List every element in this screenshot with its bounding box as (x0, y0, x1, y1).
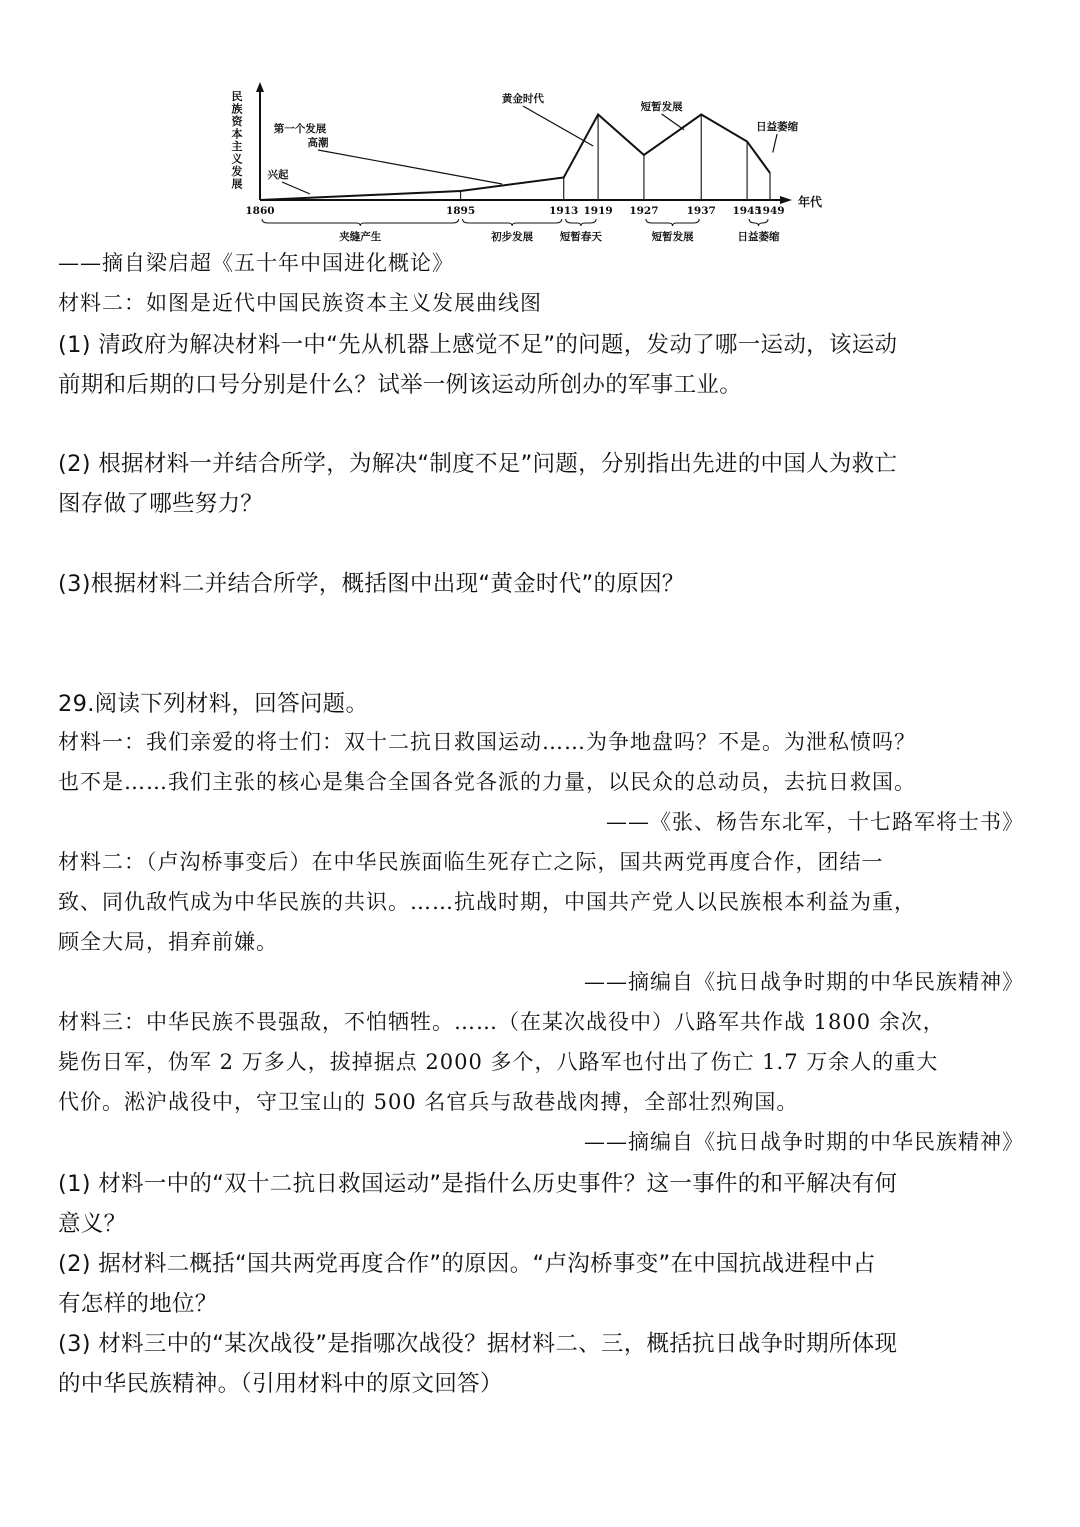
q29-material-2-line-1: 材料二：（卢沟桥事变后）在中华民族面临生死存亡之际，国共两党再度合作，团结一 (58, 850, 884, 874)
period-label-top: 第一个发展 (273, 123, 327, 135)
q29-material-2-line-3: 顾全大局，捐弃前嫌。 (58, 930, 278, 954)
y-axis-label-char: 民 (231, 90, 243, 103)
q29-question-2-line-1: (2) 据材料二概括“国共两党再度合作”的原因。“卢沟桥事变”在中国抗战进程中占 (58, 1251, 876, 1277)
period-label-top: 兴起 (267, 169, 289, 181)
period-brace (646, 219, 699, 226)
label-pointer (318, 150, 502, 184)
chart-svg (225, 80, 855, 245)
x-tick-label: 1860 (245, 205, 275, 217)
label-pointer (773, 134, 777, 153)
period-brace (566, 219, 596, 226)
period-label-top: 日益萎缩 (756, 121, 799, 133)
question-1-line-2: 前期和后期的口号分别是什么？试举一例该运动所创办的军事工业。 (58, 372, 743, 398)
label-pointer (523, 106, 593, 146)
period-label-bottom: 初步发展 (491, 231, 534, 243)
period-label-bottom: 日益萎缩 (737, 231, 780, 243)
period-label-bottom: 短暂发展 (651, 231, 694, 243)
period-label-top: 短暂发展 (640, 101, 683, 113)
q29-question-1-line-2: 意义？ (58, 1211, 127, 1237)
x-tick-label: 1949 (755, 205, 785, 217)
period-label-bottom: 短暂春天 (559, 231, 602, 243)
x-axis-label: 年代 (798, 195, 823, 209)
x-tick-label: 1927 (629, 205, 659, 217)
x-tick-label: 1895 (445, 205, 476, 217)
q29-material-3-line-1: 材料三：中华民族不畏强敌，不怕牺牲。……（在某次战役中）八路军共作战 1800 余次， (58, 1010, 945, 1034)
y-axis-label-char: 发 (231, 165, 243, 178)
q29-material-3-source: ——摘编自《抗日战争时期的中华民族精神》 (584, 1130, 1024, 1154)
q29-material-1-source: ——《张、杨告东北军，十七路军将士书》 (606, 810, 1024, 834)
q29-question-1-line-1: (1) 材料一中的“双十二抗日救国运动”是指什么历史事件？这一事件的和平解决有何 (58, 1171, 898, 1197)
y-axis-label-char: 主 (231, 140, 243, 153)
development-curve (260, 115, 770, 201)
y-axis-label-char: 资 (231, 115, 243, 128)
x-axis-arrow (780, 196, 792, 204)
period-label-bottom: 夹缝产生 (339, 231, 382, 243)
period-brace (463, 219, 562, 226)
source-liang-qichao: ——摘自梁启超《五十年中国进化概论》 (58, 251, 454, 275)
x-tick-label: 1937 (686, 205, 716, 217)
q29-material-1-line-2: 也不是……我们主张的核心是集合全国各党各派的力量，以民众的总动员，去抗日救国。 (58, 770, 916, 794)
x-tick-label: 1945 (732, 205, 762, 217)
period-label-top: 高潮 (307, 137, 329, 149)
question-2-line-2: 图存做了哪些努力？ (58, 491, 264, 517)
q29-question-3-line-2: 的中华民族精神。（引用材料中的原文回答） (58, 1371, 503, 1397)
label-pointer (282, 182, 310, 194)
question-2-line-1: (2) 根据材料一并结合所学，为解决“制度不足”问题，分别指出先进的中国人为救亡 (58, 451, 898, 477)
q29-material-2-source: ——摘编自《抗日战争时期的中华民族精神》 (584, 970, 1024, 994)
y-axis-label-char: 展 (231, 177, 243, 191)
x-tick-label: 1919 (583, 205, 613, 217)
q29-question-3-line-1: (3) 材料三中的“某次战役”是指哪次战役？据材料二、三，概括抗日战争时期所体现 (58, 1331, 898, 1357)
q29-material-3-line-3: 代价。淞沪战役中，守卫宝山的 500 名官兵与敌巷战肉搏，全部壮烈殉国。 (58, 1090, 799, 1114)
question-29-heading: 29.阅读下列材料，回答问题。 (58, 691, 369, 717)
y-axis-arrow (256, 82, 264, 92)
q29-material-1-line-1: 材料一：我们亲爱的将士们：双十二抗日救国运动……为争地盘吗？不是。为泄私愤吗？ (58, 730, 916, 754)
label-pointer (662, 114, 684, 130)
y-axis-label-char: 本 (231, 127, 243, 141)
period-brace (749, 219, 768, 226)
period-label-top: 黄金时代 (501, 93, 544, 105)
q29-material-2-line-2: 致、同仇敌忾成为中华民族的共识。……抗战时期，中国共产党人以民族根本利益为重， (58, 890, 916, 914)
x-tick-label: 1913 (549, 205, 579, 217)
y-axis-label-char: 族 (231, 102, 243, 116)
q29-question-2-line-2: 有怎样的地位？ (58, 1291, 218, 1317)
question-3: (3)根据材料二并结合所学，概括图中出现“黄金时代”的原因？ (58, 571, 685, 597)
q29-material-3-line-2: 毙伤日军，伪军 2 万多人，拔掉据点 2000 多个，八路军也付出了伤亡 1.7 万余人的重大 (58, 1050, 939, 1074)
material-two-intro: 材料二：如图是近代中国民族资本主义发展曲线图 (58, 291, 542, 315)
capitalism-development-chart (225, 80, 855, 245)
y-axis-label-char: 义 (231, 152, 243, 166)
question-1-line-1: (1) 清政府为解决材料一中“先从机器上感觉不足”的问题，发动了哪一运动，该运动 (58, 332, 898, 358)
period-brace (262, 219, 459, 226)
